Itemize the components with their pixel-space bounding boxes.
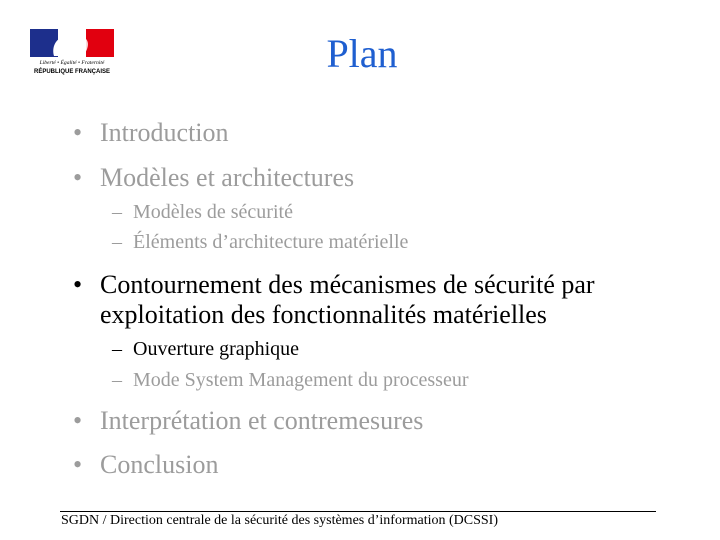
dash-icon: – xyxy=(112,231,122,253)
bullet-icon: • xyxy=(73,450,83,479)
bullet-text: Introduction xyxy=(100,118,229,147)
bullet-text: Interprétation et contremesures xyxy=(100,406,424,435)
slide-title: Plan xyxy=(326,31,398,76)
bullet-text: Conclusion xyxy=(100,450,219,479)
dash-icon: – xyxy=(112,369,122,391)
sub-item-text: Mode System Management du processeur xyxy=(133,369,469,391)
bullet-icon: • xyxy=(73,270,83,299)
svg-text:RÉPUBLIQUE FRANÇAISE: RÉPUBLIQUE FRANÇAISE xyxy=(33,69,111,75)
dash-icon: – xyxy=(112,338,122,360)
footer-text: SGDN / Direction centrale de la sécurité des systèmes d’information (DCSSI) xyxy=(61,513,499,528)
bullet-text-line2: exploitation des fonctionnalités matérielles xyxy=(100,300,547,329)
bullet-icon: • xyxy=(73,406,83,435)
sub-item-text: Modèles de sécurité xyxy=(133,201,293,223)
sub-item-text: Éléments d’architecture matérielle xyxy=(133,231,409,253)
sub-item-text: Ouverture graphique xyxy=(133,338,300,360)
footer-divider xyxy=(60,511,656,512)
svg-text:Liberté • Égalité • Fraternité: Liberté • Égalité • Fraternité xyxy=(39,60,105,66)
bullet-icon: • xyxy=(73,118,83,147)
bullet-text-line1: Contournement des mécanismes de sécurité par xyxy=(100,270,595,299)
dash-icon: – xyxy=(112,201,122,223)
bullet-icon: • xyxy=(73,163,83,192)
bullet-text: Modèles et architectures xyxy=(100,163,355,192)
